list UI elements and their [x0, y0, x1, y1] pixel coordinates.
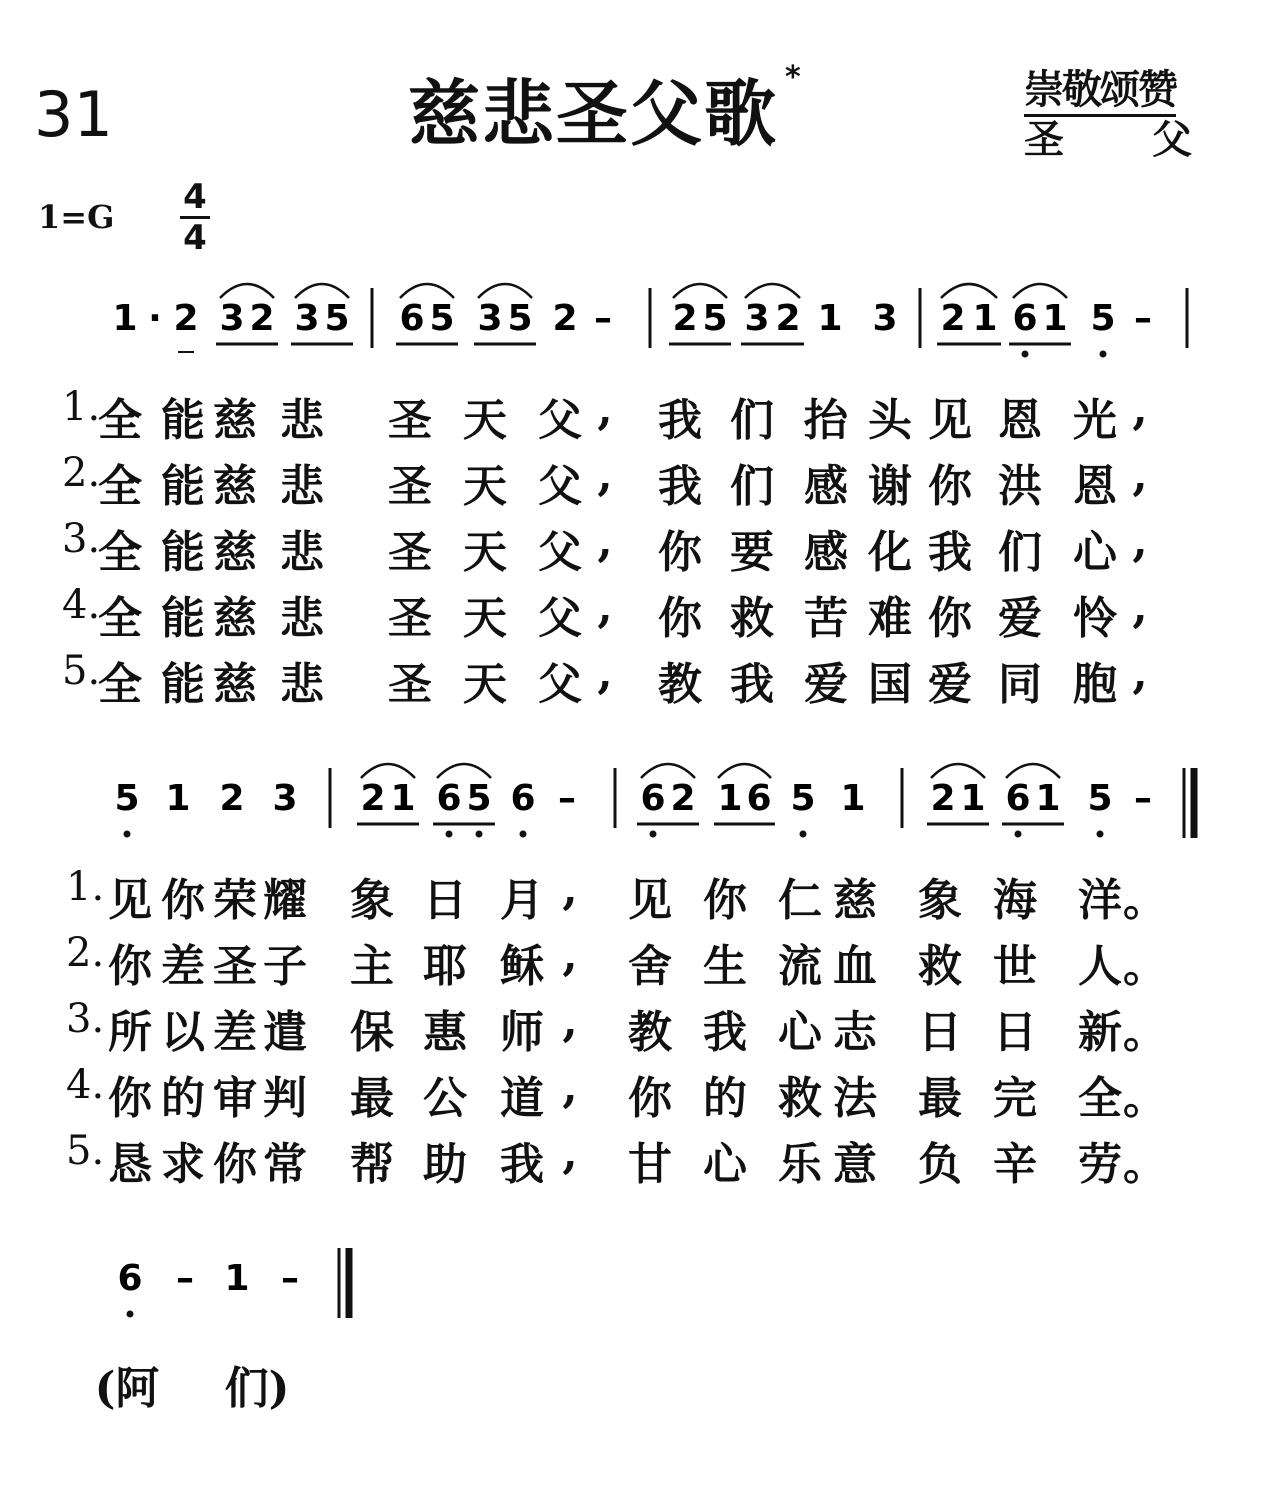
- lyric-char: 国: [868, 659, 912, 710]
- lyric-char: 我: [730, 659, 774, 710]
- lyric-char: 人: [1078, 941, 1122, 992]
- dash-note: –: [1134, 778, 1152, 819]
- note: 3: [744, 298, 770, 339]
- lyric-char: 的: [161, 1073, 205, 1124]
- lyric-char: 日: [423, 875, 467, 926]
- lyric-char: 舍: [628, 941, 672, 992]
- category-label: 崇敬颂赞: [1024, 68, 1176, 117]
- lyric-char: 天: [463, 593, 507, 644]
- octave-dot: [1022, 351, 1029, 358]
- lyric-char: 见: [628, 875, 672, 926]
- lyric-char: 教: [658, 659, 702, 710]
- lyric-char: ,: [597, 450, 613, 501]
- note: 5: [790, 778, 816, 819]
- note: 3: [872, 298, 898, 339]
- verse-number: 4.: [66, 1062, 105, 1108]
- lyric-char: ,: [562, 864, 578, 915]
- lyric-char: 能: [161, 461, 205, 512]
- note: 5: [466, 778, 492, 819]
- lyric-char: 稣: [500, 941, 544, 992]
- lyric-char: 生: [703, 941, 747, 992]
- lyric-char: 我: [500, 1139, 544, 1190]
- lyric-char: 化: [868, 527, 912, 578]
- lyric-char: 最: [350, 1073, 394, 1124]
- lyric-char: 你: [108, 1073, 152, 1124]
- lyric-char: 耶: [423, 941, 467, 992]
- note: 2: [930, 778, 956, 819]
- lyric-char: 我: [658, 395, 702, 446]
- lyric-char: 我: [703, 1007, 747, 1058]
- lyric-char: 流: [778, 941, 822, 992]
- lyric-char: 我: [658, 461, 702, 512]
- amen-line: [82, 1352, 322, 1414]
- note: 1: [390, 778, 416, 819]
- lyric-char: 全: [98, 527, 142, 578]
- lyric-char: 辛: [993, 1139, 1037, 1190]
- lyric-char: 仁: [778, 875, 822, 926]
- lyric-char: ,: [597, 516, 613, 567]
- lyric-char: 荣: [213, 875, 257, 926]
- lyric-char: 你: [928, 461, 972, 512]
- octave-dot: [476, 831, 483, 838]
- note: 5: [507, 298, 533, 339]
- note: 2: [360, 778, 386, 819]
- lyric-char: 爱: [998, 593, 1042, 644]
- lyric-char: 圣: [388, 527, 432, 578]
- lyric-char: 抬: [804, 395, 848, 446]
- lyric-char: 完: [993, 1073, 1037, 1124]
- lyric-char: 见: [928, 395, 972, 446]
- lyric-char: ,: [1132, 648, 1148, 699]
- lyric-char: 恳: [108, 1139, 152, 1190]
- verse-line: [0, 582, 1280, 642]
- lyric-char: 乐: [778, 1139, 822, 1190]
- slur-arc: [400, 284, 454, 298]
- lyric-char: 我: [928, 527, 972, 578]
- verse-number: 1.: [62, 384, 101, 430]
- lyric-char: 你: [161, 875, 205, 926]
- lyric-char: 天: [463, 395, 507, 446]
- lyric-char: 慈: [213, 461, 257, 512]
- octave-dot: [650, 831, 657, 838]
- lyric-char: 天: [463, 461, 507, 512]
- octave-dot: [1097, 831, 1104, 838]
- lyric-char: 甘: [628, 1139, 672, 1190]
- lyric-char: 光: [1073, 395, 1117, 446]
- lyric-char: 师: [500, 1007, 544, 1058]
- title-asterisk: *: [785, 60, 801, 95]
- lyric-char: 慈: [213, 593, 257, 644]
- note: 1: [1035, 778, 1061, 819]
- time-signature-top: 4: [183, 177, 207, 217]
- lyric-char: 圣: [388, 395, 432, 446]
- lyric-char: 助: [423, 1139, 467, 1190]
- note: 2: [672, 298, 698, 339]
- lyric-char: 最: [918, 1073, 962, 1124]
- slur-arc: [1013, 284, 1067, 298]
- lyric-char: 劳: [1078, 1139, 1122, 1190]
- note: 2: [173, 298, 199, 339]
- verse-line: [0, 516, 1280, 576]
- dash-note: –: [1134, 298, 1152, 339]
- lyric-char: 你: [928, 593, 972, 644]
- lyric-char: 们: [730, 461, 774, 512]
- lyric-char: 血: [833, 941, 877, 992]
- note: 1: [840, 778, 866, 819]
- lyric-char: 同: [998, 659, 1042, 710]
- lyric-char: 爱: [928, 659, 972, 710]
- note: 6: [1012, 298, 1038, 339]
- note: 2: [219, 778, 245, 819]
- lyric-char: 心: [778, 1007, 822, 1058]
- note: 5: [429, 298, 455, 339]
- note: 6: [1005, 778, 1031, 819]
- lyric-char: 惠: [423, 1007, 467, 1058]
- lyric-char: 帮: [350, 1139, 394, 1190]
- dash-note: –: [281, 1258, 299, 1299]
- lyric-char: 能: [161, 659, 205, 710]
- verse-number: 1.: [66, 864, 105, 910]
- lyric-char: 的: [703, 1073, 747, 1124]
- slur-arc: [718, 764, 771, 778]
- lyric-char: 日: [918, 1007, 962, 1058]
- lyric-char: 心: [1073, 527, 1117, 578]
- slur-arc: [941, 284, 997, 298]
- note: 1: [960, 778, 986, 819]
- lyric-char: 全: [98, 395, 142, 446]
- lyric-char: 见: [108, 875, 152, 926]
- dash-note: –: [594, 298, 612, 339]
- note: 1: [112, 298, 138, 339]
- lyric-char: 能: [161, 395, 205, 446]
- verse-line: [0, 996, 1280, 1056]
- hymn-title: 慈悲圣父歌: [408, 72, 779, 156]
- hymn-number: 31: [34, 78, 113, 151]
- verse-number: 4.: [62, 582, 101, 628]
- lyric-char: 负: [918, 1139, 962, 1190]
- lyric-char: 悲: [280, 593, 324, 644]
- slur-arc: [361, 764, 415, 778]
- time-signature-bottom: 4: [183, 218, 207, 258]
- lyric-char: 感: [804, 527, 848, 578]
- lyric-char: 月: [500, 875, 544, 926]
- lyric-char: 意: [833, 1139, 877, 1190]
- lyric-char: 全: [98, 659, 142, 710]
- lyric-char: 遣: [263, 1007, 307, 1058]
- octave-dot: [1015, 831, 1022, 838]
- lyric-char: 谢: [868, 461, 912, 512]
- lyric-char: 能: [161, 527, 205, 578]
- lyric-char: 要: [730, 527, 774, 578]
- verse-number: 3.: [66, 996, 105, 1042]
- lyric-char: 子: [263, 941, 307, 992]
- lyric-char: 你: [213, 1139, 257, 1190]
- lyric-char: ,: [597, 384, 613, 435]
- slur-arc: [295, 284, 349, 298]
- slur-arc: [478, 284, 532, 298]
- lyric-char: 胞: [1073, 659, 1117, 710]
- lyric-char: 恩: [1073, 461, 1117, 512]
- lyric-char: ,: [562, 1062, 578, 1113]
- lyric-char: ,: [597, 648, 613, 699]
- lyric-char: 慈: [213, 395, 257, 446]
- dash-note: –: [176, 1258, 194, 1299]
- note: 5: [1087, 778, 1113, 819]
- note: ·: [148, 298, 162, 339]
- lyric-char: 悲: [280, 395, 324, 446]
- note: 3: [294, 298, 320, 339]
- note: 6: [436, 778, 462, 819]
- lyric-char: 公: [423, 1073, 467, 1124]
- lyric-char: 所: [108, 1007, 152, 1058]
- lyric-char: 全: [98, 461, 142, 512]
- lyric-char: 悲: [280, 461, 324, 512]
- note: 1: [1042, 298, 1068, 339]
- lyric-char: 救: [918, 941, 962, 992]
- lyric-char: 慈: [213, 659, 257, 710]
- slur-arc: [931, 764, 985, 778]
- lyric-char: 恩: [998, 395, 1042, 446]
- lyric-char: 你: [108, 941, 152, 992]
- lyric-char: 悲: [280, 527, 324, 578]
- lyric-char: 天: [463, 659, 507, 710]
- verse-line: [0, 930, 1280, 990]
- lyric-char: 救: [730, 593, 774, 644]
- lyric-char: 差: [213, 1007, 257, 1058]
- lyric-char: 耀: [263, 875, 307, 926]
- lyric-char: 能: [161, 593, 205, 644]
- note: 5: [1090, 298, 1116, 339]
- lyric-char: 。: [1123, 1073, 1167, 1124]
- verse-line: [0, 384, 1280, 444]
- lyric-char: 法: [833, 1073, 877, 1124]
- note: 6: [510, 778, 536, 819]
- lyric-char: 们: [998, 527, 1042, 578]
- lyric-char: 教: [628, 1007, 672, 1058]
- lyric-char: 救: [778, 1073, 822, 1124]
- lyric-char: 判: [263, 1073, 307, 1124]
- lyric-char: ,: [562, 1128, 578, 1179]
- verse-line: [0, 1128, 1280, 1188]
- octave-dot: [127, 1311, 134, 1318]
- subcategory-char: 圣: [1024, 117, 1064, 163]
- lyric-char: 象: [918, 875, 962, 926]
- octave-dot: [124, 831, 131, 838]
- verse-number: 5.: [66, 1128, 105, 1174]
- octave-dot: [800, 831, 807, 838]
- note: 1: [717, 778, 743, 819]
- lyric-char: ,: [1132, 450, 1148, 501]
- lyric-char: 父: [538, 395, 582, 446]
- note: 6: [117, 1258, 143, 1299]
- lyric-char: 你: [658, 527, 702, 578]
- lyric-char: 常: [263, 1139, 307, 1190]
- verse-number: 5.: [62, 648, 101, 694]
- lyric-char: 父: [538, 659, 582, 710]
- note: 5: [702, 298, 728, 339]
- slur-arc: [220, 284, 274, 298]
- lyric-char: ,: [597, 582, 613, 633]
- slur-arc: [745, 284, 800, 298]
- lyric-char: 。: [1123, 1007, 1167, 1058]
- verse-line: [0, 864, 1280, 924]
- note: 6: [399, 298, 425, 339]
- lyric-char: 你: [658, 593, 702, 644]
- lyric-char: 感: [804, 461, 848, 512]
- lyric-char: 以: [161, 1007, 205, 1058]
- verse-number: 2.: [66, 930, 105, 976]
- lyric-char: ,: [562, 996, 578, 1047]
- lyric-char: 悲: [280, 659, 324, 710]
- lyric-char: 世: [993, 941, 1037, 992]
- lyric-char: ,: [1132, 384, 1148, 435]
- lyric-char: 天: [463, 527, 507, 578]
- note: 2: [249, 298, 275, 339]
- lyric-char: 。: [1123, 875, 1167, 926]
- lyric-char: 难: [868, 593, 912, 644]
- lyric-char: 父: [538, 461, 582, 512]
- amen-part: (阿: [94, 1363, 160, 1414]
- lyric-char: 圣: [388, 659, 432, 710]
- note: 1: [817, 298, 843, 339]
- lyric-char: 新: [1078, 1007, 1122, 1058]
- slur-arc: [673, 284, 727, 298]
- octave-dot: [1100, 351, 1107, 358]
- lyric-char: 差: [161, 941, 205, 992]
- lyric-char: 父: [538, 527, 582, 578]
- lyric-char: 日: [993, 1007, 1037, 1058]
- lyric-char: ,: [1132, 582, 1148, 633]
- note: 5: [114, 778, 140, 819]
- lyric-char: 主: [350, 941, 394, 992]
- octave-dot: [520, 831, 527, 838]
- lyric-char: 爱: [804, 659, 848, 710]
- slur-arc: [437, 764, 491, 778]
- slur-arc: [1006, 764, 1060, 778]
- lyric-char: ,: [1132, 516, 1148, 567]
- slur-arc: [641, 764, 695, 778]
- lyric-char: 象: [350, 875, 394, 926]
- lyric-char: ,: [562, 930, 578, 981]
- lyric-char: 志: [833, 1007, 877, 1058]
- subcategory-char: 父: [1152, 117, 1192, 163]
- lyric-char: 全: [98, 593, 142, 644]
- amen-part: 们): [224, 1363, 290, 1414]
- note: 2: [552, 298, 578, 339]
- dash-note: –: [558, 778, 576, 819]
- lyric-char: 慈: [213, 527, 257, 578]
- note: 1: [224, 1258, 250, 1299]
- note: 3: [477, 298, 503, 339]
- lyric-char: 你: [703, 875, 747, 926]
- note: 2: [940, 298, 966, 339]
- lyric-char: 。: [1123, 941, 1167, 992]
- verse-number: 3.: [62, 516, 101, 562]
- verse-line: [0, 450, 1280, 510]
- lyric-char: 审: [213, 1073, 257, 1124]
- lyric-char: 慈: [833, 875, 877, 926]
- verse-number: 2.: [62, 450, 101, 496]
- lyric-char: 圣: [388, 461, 432, 512]
- note: 2: [775, 298, 801, 339]
- lyric-char: 怜: [1073, 593, 1117, 644]
- lyric-char: 海: [993, 875, 1037, 926]
- note: 5: [324, 298, 350, 339]
- note: 3: [272, 778, 298, 819]
- lyric-char: 保: [350, 1007, 394, 1058]
- lyric-char: 父: [538, 593, 582, 644]
- lyric-char: 圣: [388, 593, 432, 644]
- lyric-char: 全: [1078, 1073, 1122, 1124]
- octave-dot: [446, 831, 453, 838]
- lyric-char: 洪: [998, 461, 1042, 512]
- key-signature: 1=G: [38, 198, 115, 236]
- note: 3: [219, 298, 245, 339]
- note: 6: [640, 778, 666, 819]
- lyric-char: 道: [500, 1073, 544, 1124]
- note: 1: [972, 298, 998, 339]
- lyric-char: 头: [868, 395, 912, 446]
- note: 2: [670, 778, 696, 819]
- lyric-char: 洋: [1078, 875, 1122, 926]
- lyric-char: 们: [730, 395, 774, 446]
- lyric-char: 苦: [804, 593, 848, 644]
- lyric-char: 心: [703, 1139, 747, 1190]
- lyric-char: 圣: [213, 941, 257, 992]
- note: 6: [746, 778, 772, 819]
- lyric-char: 求: [161, 1139, 205, 1190]
- lyric-char: 。: [1123, 1139, 1167, 1190]
- lyric-char: 你: [628, 1073, 672, 1124]
- note: 1: [165, 778, 191, 819]
- verse-line: [0, 1062, 1280, 1122]
- verse-line: [0, 648, 1280, 708]
